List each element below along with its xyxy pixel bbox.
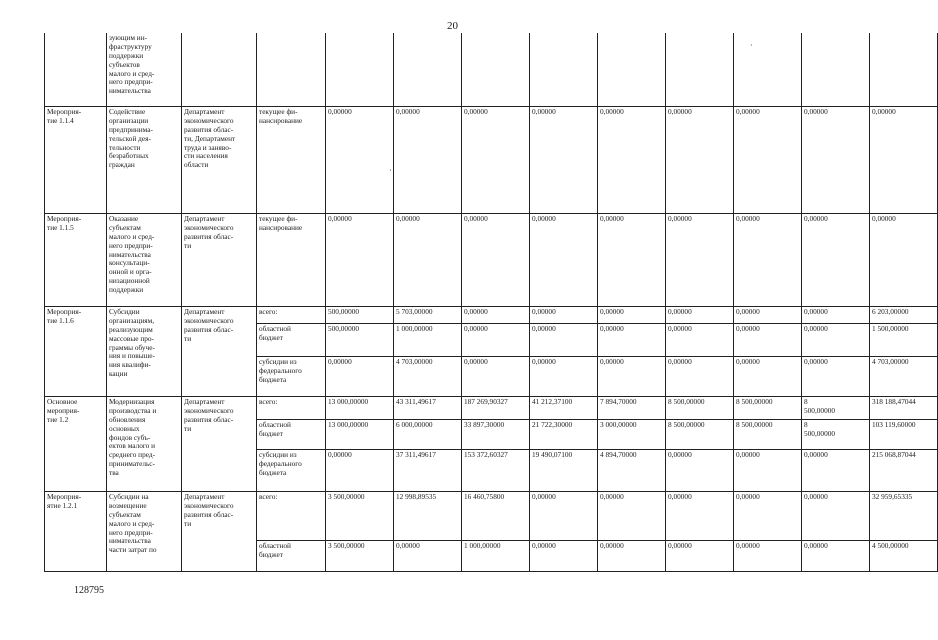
amount-cell: 0,00000 [802,492,870,541]
measure-id [45,33,107,107]
amount-cell: 0,00000 [530,324,598,357]
measure-name: Субсидии организациям, реализующим массовые про- граммы обуче- ния и повыше- ния квалифи- кации [107,307,182,397]
amount-cell: 0,00000 [394,214,462,307]
amount-cell: 0,00000 [734,541,802,572]
amount-cell: 0,00000 [530,357,598,397]
amount-cell: 13 000,00000 [326,420,394,450]
amount-cell: 1 000,00000 [394,324,462,357]
amount-cell: 4 703,00000 [394,357,462,397]
table-row [45,397,938,420]
measure-id: Мероприя- ятие 1.2.1 [45,492,107,572]
amount-cell: 0,00000 [734,214,802,307]
amount-cell: 0,00000 [666,214,734,307]
amount-cell: 0,00000 [462,214,530,307]
amount-cell: 0,00000 [734,357,802,397]
amount-cell: 0,00000 [734,107,802,214]
amount-cell: 103 119,60000 [870,420,938,450]
amount-cell: 6 203,00000 [870,307,938,324]
executor: Департамент экономического развития облас- ти [182,492,257,572]
amount-cell: 8 500,00000 [802,397,870,420]
amount-cell: 3 500,00000 [326,492,394,541]
amount-cell: 0,00000 [598,541,666,572]
measure-name: Модернизация производства и обновления основных фондов субъ- ектов малого и среднего пред- принимательс- тва [107,397,182,492]
amount-cell: 0,00000 [666,107,734,214]
amount-cell: 0,00000 [598,492,666,541]
amount-cell: 0,00000 [530,307,598,324]
amount-cell: 0,00000 [666,450,734,492]
amount-cell: 0,00000 [734,324,802,357]
amount-cell: 8 500,00000 [802,420,870,450]
amount-cell: 37 311,49617 [394,450,462,492]
amount-cell: 0,00000 [870,214,938,307]
measure-id: Основное мероприя- тие 1.2 [45,397,107,492]
funding-source: текущее фи- нансирование [257,214,326,307]
amount-cell: 0,00000 [734,307,802,324]
amount-cell: 0,00000 [802,107,870,214]
amount-cell: 0,00000 [802,450,870,492]
amount-cell: 0,00000 [462,357,530,397]
executor: Департамент экономического развития облас- ти, Департамент труда и заняво- сти населения области [182,107,257,214]
amount-cell [462,33,530,107]
amount-cell: 5 703,00000 [394,307,462,324]
funding-source: областной бюджет [257,324,326,357]
amount-cell: 153 372,60327 [462,450,530,492]
amount-cell: 0,00000 [666,541,734,572]
amount-cell: 0,00000 [666,492,734,541]
amount-cell [530,33,598,107]
amount-cell: 6 000,00000 [394,420,462,450]
amount-cell: 8 500,00000 [734,397,802,420]
amount-cell: 3 500,00000 [326,541,394,572]
amount-cell: 33 897,30000 [462,420,530,450]
amount-cell: 12 998,89535 [394,492,462,541]
amount-cell: 0,00000 [326,357,394,397]
funding-source: всего: [257,397,326,420]
amount-cell: 0,00000 [598,107,666,214]
amount-cell: 0,00000 [598,214,666,307]
amount-cell: 215 068,87044 [870,450,938,492]
amount-cell: 0,00000 [394,541,462,572]
amount-cell: 0,00000 [802,324,870,357]
measure-id: Мероприя- тие 1.1.4 [45,107,107,214]
measure-name: Субсидии на возмещение субъектам малого и сред- него предпри- нимательства части затрат по [107,492,182,572]
amount-cell: 32 959,65335 [870,492,938,541]
amount-cell: 500,00000 [326,307,394,324]
amount-cell: 0,00000 [666,307,734,324]
amount-cell: 0,00000 [598,324,666,357]
amount-cell: 0,00000 [666,324,734,357]
amount-cell: 4 500,00000 [870,541,938,572]
amount-cell: 187 269,90327 [462,397,530,420]
amount-cell: 0,00000 [326,214,394,307]
funding-source: субсидии из федерального бюджета [257,357,326,397]
amount-cell: 0,00000 [734,450,802,492]
executor: Департамент экономического развития облас- ти [182,307,257,397]
amount-cell: 1 500,00000 [870,324,938,357]
amount-cell: 16 460,75800 [462,492,530,541]
measure-name: Содействие организации предпринима- тельской дея- тельности безработных граждан [107,107,182,214]
amount-cell: 0,00000 [530,541,598,572]
amount-cell: 7 894,70000 [598,397,666,420]
amount-cell: 8 500,00000 [666,420,734,450]
amount-cell: 1 000,00000 [462,541,530,572]
table-row [45,214,938,307]
amount-cell [870,33,938,107]
amount-cell: 13 000,00000 [326,397,394,420]
table-row [45,33,938,107]
amount-cell: 0,00000 [870,107,938,214]
funding-source: областной бюджет [257,420,326,450]
executor: Департамент экономического развития облас- ти [182,397,257,492]
executor: Департамент экономического развития облас- ти [182,214,257,307]
amount-cell [326,33,394,107]
amount-cell: 0,00000 [462,107,530,214]
amount-cell: 19 490,07100 [530,450,598,492]
amount-cell: 0,00000 [462,307,530,324]
amount-cell: 0,00000 [530,107,598,214]
amount-cell: 8 500,00000 [666,397,734,420]
amount-cell: 4 703,00000 [870,357,938,397]
amount-cell: 0,00000 [530,492,598,541]
amount-cell [394,33,462,107]
funding-source [257,33,326,107]
amount-cell: 0,00000 [802,357,870,397]
speck-mark: · [389,166,392,175]
table-row [45,307,938,324]
funding-source: субсидии из федерального бюджета [257,450,326,492]
page-number: 20 [447,20,458,32]
measure-name: зующим ин- фраструктуру поддержки субъектов малого и сред- него предпри- нимательства [107,33,182,107]
amount-cell: 3 000,00000 [598,420,666,450]
document-code: 128795 [74,585,104,596]
amount-cell: 318 188,47044 [870,397,938,420]
amount-cell: 500,00000 [326,324,394,357]
amount-cell: 0,00000 [326,107,394,214]
funding-source: текущее фи- нансирование [257,107,326,214]
measure-id: Мероприя- тие 1.1.5 [45,214,107,307]
amount-cell: 8 500,00000 [734,420,802,450]
amount-cell [802,33,870,107]
amount-cell: 0,00000 [598,307,666,324]
amount-cell: 0,00000 [802,214,870,307]
amount-cell: 4 894,70000 [598,450,666,492]
budget-table [44,33,938,572]
amount-cell: 0,00000 [802,307,870,324]
amount-cell: 0,00000 [394,107,462,214]
amount-cell: 0,00000 [734,492,802,541]
amount-cell: 43 311,49617 [394,397,462,420]
amount-cell [666,33,734,107]
funding-source: всего: [257,307,326,324]
amount-cell: 0,00000 [326,450,394,492]
amount-cell: 0,00000 [802,541,870,572]
budget-table-body [45,33,938,572]
measure-name: Оказание субъектам малого и сред- него предпри- нимательства консультаци- онной и орга- низационной поддержки [107,214,182,307]
speck-mark: · [750,41,753,50]
measure-id: Мероприя- тие 1.1.6 [45,307,107,397]
table-row [45,492,938,541]
amount-cell: 21 722,30000 [530,420,598,450]
amount-cell: 0,00000 [462,324,530,357]
amount-cell: 0,00000 [530,214,598,307]
amount-cell: 41 212,37100 [530,397,598,420]
executor [182,33,257,107]
table-row [45,107,938,214]
amount-cell [598,33,666,107]
funding-source: областной бюджет [257,541,326,572]
amount-cell [734,33,802,107]
amount-cell: 0,00000 [598,357,666,397]
funding-source: всего: [257,492,326,541]
amount-cell: 0,00000 [666,357,734,397]
